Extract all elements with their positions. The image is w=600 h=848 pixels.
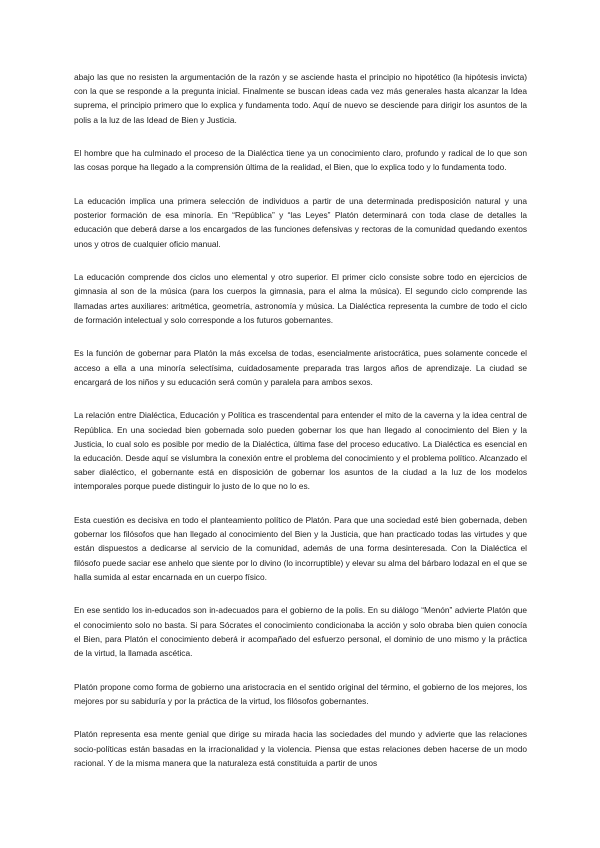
paragraph-3: La educación implica una primera selección de individuos a partir de una determinada predisposición natural y una posterior formación de esa minoría. En “República” y “las Leyes” Platón determinará con toda clase de detalles la educación que deberá darse a los encargados de las funciones defensivas y rectoras de la comunidad quedando exentos unos y otros de cualquier oficio manual. — [74, 196, 527, 249]
paragraph-9: Platón propone como forma de gobierno una aristocracia en el sentido original del término, el gobierno de los mejores, los mejores por su sabiduría y por la práctica de la virtud, los filósofos gobernantes. — [74, 681, 527, 706]
document-body — [74, 70, 527, 789]
paragraph-7: Esta cuestión es decisiva en todo el planteamiento político de Platón. Para que una sociedad esté bien gobernada, deben gobernar los filósofos que han llegado al conocimiento del Bien y la Justicia, que han practicado todas las virtudes y que están dispuestos a dedicarse al servicio de la comunidad, además de una forma desinteresada. Con la Dialéctica el filósofo puede saciar ese anhelo que siente por lo divino (lo incorruptible) y elevar su alma del bárbaro lodazal en el que se halla sumida al estar encarnada en un cuerpo físico. — [74, 515, 527, 582]
paragraph-5: Es la función de gobernar para Platón la más excelsa de todas, esencialmente aristocrática, pues solamente concede el acceso a ella a una minoría selectísima, cuidadosamente preparada tras largos años de aprendizaje. La ciudad se encargará de los niños y su educación será común y paralela para ambos sexos. — [74, 348, 527, 387]
paragraph-1: abajo las que no resisten la argumentación de la razón y se asciende hasta el principio no hipotético (la hipótesis invicta) con la que se responde a la pregunta inicial. Finalmente se buscan ideas cada vez más generales hasta alcanzar la Idea suprema, el principio primero que lo explica y fundamenta todo. Aquí de nuevo se desciende para dirigir los asuntos de la polis a la luz de las Idead de Bien y Justicia. — [74, 72, 527, 125]
paragraph-4: La educación comprende dos ciclos uno elemental y otro superior. El primer ciclo consiste sobre todo en ejercicios de gimnasia al son de la música (para los cuerpos la gimnasia, para el alma la música). El segundo ciclo comprende las llamadas artes auxiliares: aritmética, geometría, astronomía y música. La Dialéctica representa la cumbre de todo el ciclo de formación intelectual y solo corresponde a los futuros gobernantes. — [74, 272, 527, 325]
paragraph-8: En ese sentido los in-educados son in-adecuados para el gobierno de la polis. En su diálogo “Menón” advierte Platón que el conocimiento solo no basta. Si para Sócrates el conocimiento condicionaba la acción y solo obraba bien quien conocía el Bien, para Platón el conocimiento deberá ir acompañado del esfuerzo personal, el dominio de uno mismo y la práctica de la virtud, la llamada ascética. — [74, 605, 527, 659]
paragraph-2: El hombre que ha culminado el proceso de la Dialéctica tiene ya un conocimiento claro, profundo y radical de lo que son las cosas porque ha llegado a la comprensión última de la realidad, el Bien, que lo explica todo y lo fundamenta todo. — [74, 148, 527, 173]
paragraph-10: Platón representa esa mente genial que dirige su mirada hacia las sociedades del mundo y advierte que las relaciones socio-políticas están basadas en la irracionalidad y la violencia. Piensa que estas relaciones deben hacerse de un modo racional. Y de la misma manera que la naturaleza está constituida a partir de unos — [74, 729, 527, 768]
paragraph-6: La relación entre Dialéctica, Educación y Política es trascendental para entender el mito de la caverna y la idea central de República. En una sociedad bien gobernada solo pueden gobernar los que han llegado al conocimiento del Bien y la Justicia, lo cual solo es posible por medio de la Dialéctica, última fase del proceso educativo. La Dialéctica es esencial en la educación. Desde aquí se vislumbra la conexión entre el problema del conocimiento y el problema político. Alcanzado el saber dialéctico, el gobernante está en disposición de gobernar los asuntos de la ciudad a la luz de los modelos intemporales porque puede distinguir lo justo de lo que no lo es. — [74, 410, 527, 492]
